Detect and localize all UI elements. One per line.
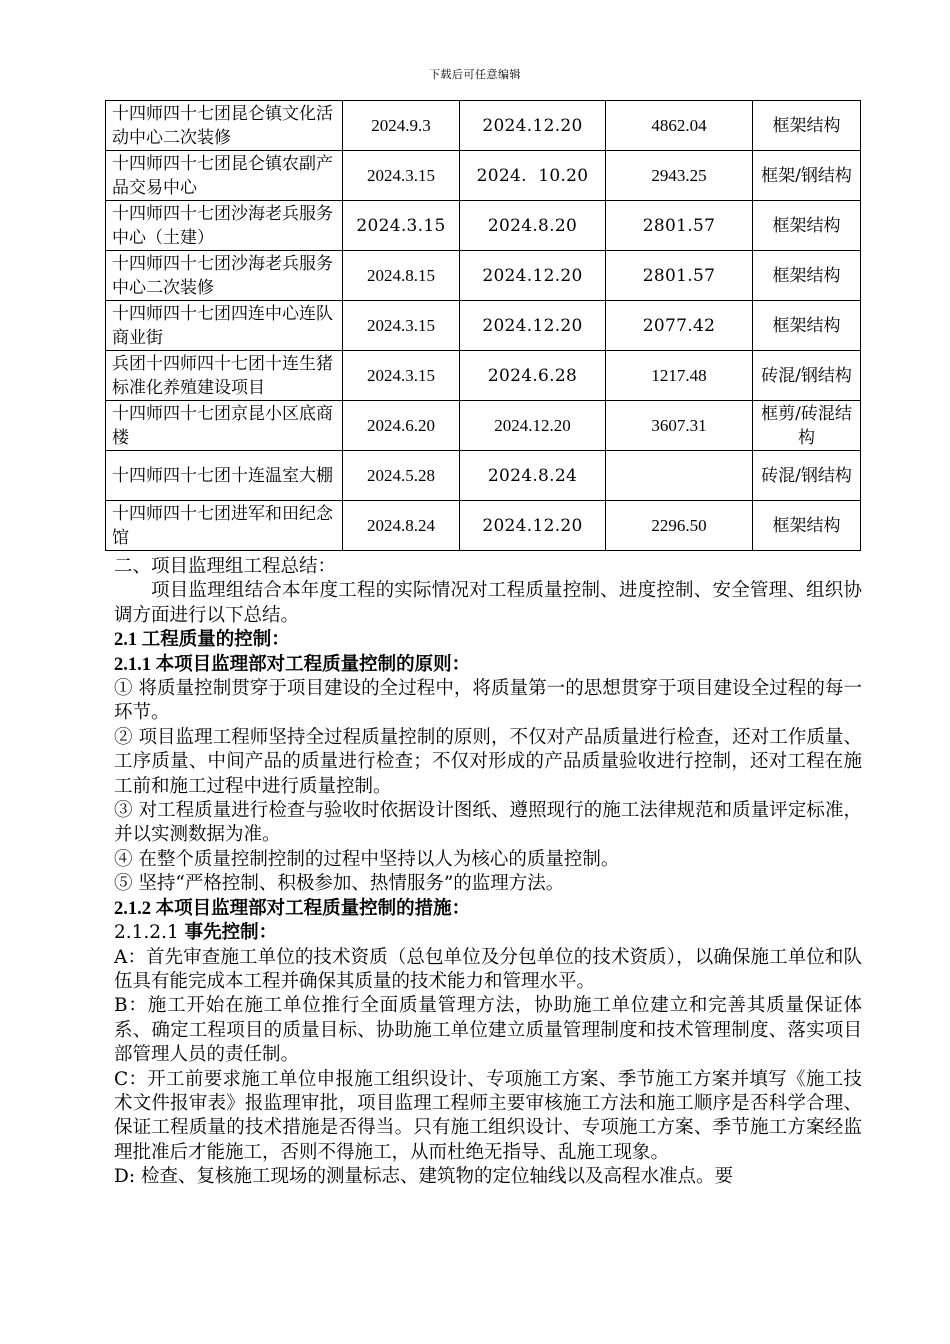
end-date: 2024.12.20 — [460, 301, 606, 351]
area-value: 2943.25 — [606, 151, 753, 201]
start-date: 2024.3.15 — [343, 351, 460, 401]
structure-type: 砖混/钢结构 — [753, 351, 861, 401]
project-name: 十四师四十七团十连温室大棚 — [106, 451, 343, 501]
start-date: 2024.5.28 — [343, 451, 460, 501]
end-date: 2024. 10.20 — [460, 151, 606, 201]
heading-2-1-2: 2.1.2 本项目监理部对工程质量控制的措施： — [114, 898, 471, 919]
heading-number: 2.1.2.1 — [114, 922, 179, 944]
area-value: 3607.31 — [606, 401, 753, 451]
area-value: 2077.42 — [606, 301, 753, 351]
start-date: 2024.3.15 — [343, 201, 460, 251]
start-date: 2024.3.15 — [343, 151, 460, 201]
structure-type: 框架结构 — [753, 201, 861, 251]
table-row — [106, 151, 861, 201]
structure-type: 框架结构 — [753, 301, 861, 351]
paragraph: ③ 对工程质量进行检查与验收时依据设计图纸、遵照现行的施工法律规范和质量评定标准，并以实测数据为准。 — [114, 800, 862, 846]
project-name: 十四师四十七团昆仑镇文化活动中心二次装修 — [106, 101, 343, 151]
document-body — [114, 555, 862, 1190]
heading-2-1-2-1 — [114, 921, 862, 945]
project-name: 十四师四十七团京昆小区底商楼 — [106, 401, 343, 451]
start-date: 2024.3.15 — [343, 301, 460, 351]
page-header: 下载后可任意编辑 — [429, 68, 521, 81]
area-value: 1217.48 — [606, 351, 753, 401]
paragraph: A：首先审查施工单位的技术资质（总包单位及分包单位的技术资质），以确保施工单位和队伍具有能完成本工程并确保其质量的技术能力和管理水平。 — [114, 946, 862, 992]
area-value: 2296.50 — [606, 501, 753, 551]
start-date: 2024.8.24 — [343, 501, 460, 551]
end-date: 2024.6.28 — [460, 351, 606, 401]
heading-2-1-1: 2.1.1 本项目监理部对工程质量控制的原则： — [114, 654, 471, 675]
table-row — [106, 201, 861, 251]
structure-type: 框架结构 — [753, 501, 861, 551]
paragraph: ④ 在整个质量控制控制的过程中坚持以人为核心的质量控制。 — [114, 848, 620, 870]
project-name: 兵团十四师四十七团十连生猪标准化养殖建设项目 — [106, 351, 343, 401]
area-value — [606, 451, 753, 501]
table-row — [106, 301, 861, 351]
end-date: 2024.12.20 — [460, 501, 606, 551]
table-row — [106, 251, 861, 301]
start-date: 2024.8.15 — [343, 251, 460, 301]
table-row — [106, 101, 861, 151]
structure-type: 框架结构 — [753, 101, 861, 151]
paragraph: ② 项目监理工程师坚持全过程质量控制的原则，不仅对产品质量进行检查，还对工作质量、工序质量、中间产品的质量进行检查；不仅对形成的产品质量验收进行控制，还对工程在施工前和施工过程中进行质量控制。 — [114, 726, 862, 797]
paragraph: C：开工前要求施工单位申报施工组织设计、专项施工方案、季节施工方案并填写《施工技术文件报审表》报监理审批，项目监理工程师主要审核施工方法和施工顺序是否科学合理、保证工程质量的技术措施是否得当。只有施工组织设计、专项施工方案、季节施工方案经监理批准后才能施工，否则不得施工，从而杜绝无指导、乱施工现象。 — [114, 1068, 862, 1163]
project-name: 十四师四十七团沙海老兵服务中心（土建） — [106, 201, 343, 251]
section-heading: 二、项目监理组工程总结： — [114, 556, 337, 577]
paragraph: D: 检查、复核施工现场的测量标志、建筑物的定位轴线以及高程水准点。要 — [114, 1166, 733, 1188]
table-row — [106, 501, 861, 551]
table-row — [106, 401, 861, 451]
start-date: 2024.9.3 — [343, 101, 460, 151]
paragraph: ① 将质量控制贯穿于项目建设的全过程中，将质量第一的思想贯穿于项目建设全过程的每一环节。 — [114, 678, 862, 724]
area-value: 2801.57 — [606, 201, 753, 251]
paragraph: B：施工开始在施工单位推行全面质量管理方法，协助施工单位建立和完善其质量保证体系、确定工程项目的质量目标、协助施工单位建立质量管理制度和技术管理制度、落实项目部管理人员的责任制。 — [114, 995, 862, 1066]
structure-type: 砖混/钢结构 — [753, 451, 861, 501]
end-date: 2024.12.20 — [460, 101, 606, 151]
structure-type: 框剪/砖混结构 — [753, 401, 861, 451]
structure-type: 框架结构 — [753, 251, 861, 301]
table-row — [106, 351, 861, 401]
project-table — [105, 100, 861, 551]
end-date: 2024.8.24 — [460, 451, 606, 501]
paragraph: 项目监理组结合本年度工程的实际情况对工程质量控制、进度控制、安全管理、组织协调方面进行以下总结。 — [114, 580, 862, 626]
project-name: 十四师四十七团昆仑镇农副产品交易中心 — [106, 151, 343, 201]
project-name: 十四师四十七团沙海老兵服务中心二次装修 — [106, 251, 343, 301]
end-date: 2024.12.20 — [460, 251, 606, 301]
heading-text: 事先控制： — [184, 923, 278, 944]
paragraph: ⑤ 坚持“严格控制、积极参加、热情服务”的监理方法。 — [114, 873, 565, 895]
project-name: 十四师四十七团四连中心连队商业街 — [106, 301, 343, 351]
structure-type: 框架/钢结构 — [753, 151, 861, 201]
area-value: 2801.57 — [606, 251, 753, 301]
end-date: 2024.8.20 — [460, 201, 606, 251]
start-date: 2024.6.20 — [343, 401, 460, 451]
project-name: 十四师四十七团进军和田纪念馆 — [106, 501, 343, 551]
heading-2-1: 2.1 工程质量的控制： — [114, 630, 290, 651]
area-value: 4862.04 — [606, 101, 753, 151]
table-row — [106, 451, 861, 501]
end-date: 2024.12.20 — [460, 401, 606, 451]
